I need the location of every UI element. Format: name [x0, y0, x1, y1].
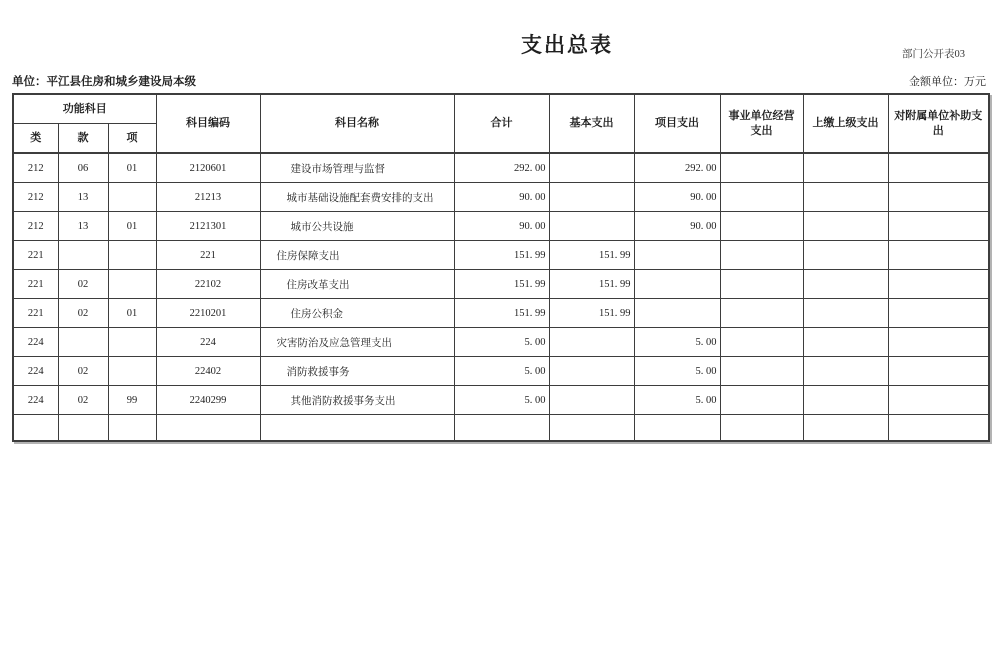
cell-project-expenditure: 90. 00	[634, 212, 720, 241]
header-subject-name: 科目名称	[260, 94, 454, 153]
cell-subject-code	[156, 415, 260, 442]
cell-category: 221	[13, 241, 58, 270]
cell-category: 224	[13, 386, 58, 415]
cell-total: 151. 99	[454, 270, 549, 299]
cell-item	[108, 357, 156, 386]
table-header	[13, 94, 989, 153]
cell-upper-level-payment	[803, 270, 888, 299]
table-row	[13, 299, 989, 328]
cell-section: 02	[58, 386, 108, 415]
cell-business-operation-expenditure	[720, 386, 803, 415]
cell-section: 13	[58, 183, 108, 212]
header-functional-subject: 功能科目	[13, 94, 156, 124]
table-body	[13, 153, 989, 441]
cell-category: 221	[13, 299, 58, 328]
cell-subject-name: 城市基础设施配套费安排的支出	[260, 183, 454, 212]
header-section: 款	[58, 124, 108, 154]
cell-affiliated-subsidy	[888, 241, 989, 270]
expenditure-table	[12, 93, 990, 442]
cell-business-operation-expenditure	[720, 153, 803, 183]
unit-label: 单位：平江县住房和城乡建设局本级	[12, 76, 196, 88]
cell-basic-expenditure: 151. 99	[549, 299, 634, 328]
table-row	[13, 241, 989, 270]
header-upper-level-payment: 上缴上级支出	[803, 94, 888, 153]
cell-category: 212	[13, 183, 58, 212]
cell-basic-expenditure: 151. 99	[549, 270, 634, 299]
table-row	[13, 386, 989, 415]
table-row	[13, 212, 989, 241]
cell-total: 292. 00	[454, 153, 549, 183]
cell-total	[454, 415, 549, 442]
header-business-operation-expenditure: 事业单位经营支出	[720, 94, 803, 153]
cell-subject-code: 21213	[156, 183, 260, 212]
cell-section: 02	[58, 357, 108, 386]
cell-project-expenditure: 5. 00	[634, 386, 720, 415]
cell-business-operation-expenditure	[720, 212, 803, 241]
cell-basic-expenditure	[549, 153, 634, 183]
cell-project-expenditure: 5. 00	[634, 357, 720, 386]
cell-project-expenditure	[634, 299, 720, 328]
cell-business-operation-expenditure	[720, 357, 803, 386]
cell-category: 212	[13, 212, 58, 241]
cell-total: 5. 00	[454, 328, 549, 357]
cell-upper-level-payment	[803, 299, 888, 328]
cell-item	[108, 241, 156, 270]
cell-section	[58, 415, 108, 442]
cell-category: 212	[13, 153, 58, 183]
cell-section: 06	[58, 153, 108, 183]
header-basic-expenditure: 基本支出	[549, 94, 634, 153]
cell-item	[108, 183, 156, 212]
cell-section: 13	[58, 212, 108, 241]
cell-upper-level-payment	[803, 328, 888, 357]
cell-project-expenditure	[634, 415, 720, 442]
table-row	[13, 183, 989, 212]
cell-subject-code: 2210201	[156, 299, 260, 328]
cell-category: 224	[13, 328, 58, 357]
cell-subject-code: 22402	[156, 357, 260, 386]
cell-upper-level-payment	[803, 241, 888, 270]
header-category: 类	[13, 124, 58, 154]
cell-business-operation-expenditure	[720, 328, 803, 357]
cell-section	[58, 241, 108, 270]
cell-item	[108, 328, 156, 357]
cell-subject-code: 224	[156, 328, 260, 357]
header-item: 项	[108, 124, 156, 154]
cell-item: 01	[108, 153, 156, 183]
cell-section: 02	[58, 299, 108, 328]
cell-business-operation-expenditure	[720, 270, 803, 299]
cell-subject-name: 城市公共设施	[260, 212, 454, 241]
cell-project-expenditure	[634, 270, 720, 299]
table-row	[13, 153, 989, 183]
cell-subject-name: 消防救援事务	[260, 357, 454, 386]
cell-section	[58, 328, 108, 357]
cell-basic-expenditure	[549, 357, 634, 386]
table-row	[13, 328, 989, 357]
cell-subject-code: 2240299	[156, 386, 260, 415]
cell-affiliated-subsidy	[888, 212, 989, 241]
cell-subject-name	[260, 415, 454, 442]
cell-total: 5. 00	[454, 386, 549, 415]
cell-subject-name: 住房保障支出	[260, 241, 454, 270]
table-row	[13, 270, 989, 299]
cell-upper-level-payment	[803, 386, 888, 415]
cell-affiliated-subsidy	[888, 183, 989, 212]
cell-project-expenditure: 292. 00	[634, 153, 720, 183]
cell-item	[108, 270, 156, 299]
cell-subject-code: 22102	[156, 270, 260, 299]
cell-subject-code: 2120601	[156, 153, 260, 183]
cell-project-expenditure	[634, 241, 720, 270]
cell-upper-level-payment	[803, 415, 888, 442]
cell-subject-name: 建设市场管理与监督	[260, 153, 454, 183]
cell-affiliated-subsidy	[888, 386, 989, 415]
table-row	[13, 415, 989, 442]
cell-affiliated-subsidy	[888, 299, 989, 328]
cell-subject-code: 221	[156, 241, 260, 270]
cell-project-expenditure: 90. 00	[634, 183, 720, 212]
cell-basic-expenditure	[549, 183, 634, 212]
cell-item: 01	[108, 299, 156, 328]
cell-business-operation-expenditure	[720, 183, 803, 212]
cell-total: 90. 00	[454, 183, 549, 212]
cell-affiliated-subsidy	[888, 357, 989, 386]
cell-affiliated-subsidy	[888, 415, 989, 442]
cell-business-operation-expenditure	[720, 241, 803, 270]
cell-category: 221	[13, 270, 58, 299]
cell-basic-expenditure: 151. 99	[549, 241, 634, 270]
cell-item	[108, 415, 156, 442]
cell-basic-expenditure	[549, 386, 634, 415]
cell-subject-name: 灾害防治及应急管理支出	[260, 328, 454, 357]
cell-total: 151. 99	[454, 299, 549, 328]
header-total: 合计	[454, 94, 549, 153]
cell-affiliated-subsidy	[888, 328, 989, 357]
cell-subject-name: 其他消防救援事务支出	[260, 386, 454, 415]
cell-basic-expenditure	[549, 212, 634, 241]
cell-category: 224	[13, 357, 58, 386]
cell-upper-level-payment	[803, 183, 888, 212]
cell-project-expenditure: 5. 00	[634, 328, 720, 357]
cell-upper-level-payment	[803, 212, 888, 241]
cell-business-operation-expenditure	[720, 415, 803, 442]
header-project-expenditure: 项目支出	[634, 94, 720, 153]
cell-total: 90. 00	[454, 212, 549, 241]
cell-item: 99	[108, 386, 156, 415]
table-row	[13, 357, 989, 386]
cell-subject-name: 住房公积金	[260, 299, 454, 328]
cell-basic-expenditure	[549, 328, 634, 357]
cell-affiliated-subsidy	[888, 270, 989, 299]
page-title: 支出总表	[521, 34, 613, 57]
cell-total: 5. 00	[454, 357, 549, 386]
cell-affiliated-subsidy	[888, 153, 989, 183]
cell-section: 02	[58, 270, 108, 299]
cell-subject-code: 2121301	[156, 212, 260, 241]
header-subject-code: 科目编码	[156, 94, 260, 153]
cell-upper-level-payment	[803, 357, 888, 386]
cell-basic-expenditure	[549, 415, 634, 442]
cell-total: 151. 99	[454, 241, 549, 270]
cell-business-operation-expenditure	[720, 299, 803, 328]
header-affiliated-subsidy: 对附属单位补助支出	[888, 94, 989, 153]
cell-item: 01	[108, 212, 156, 241]
cell-subject-name: 住房改革支出	[260, 270, 454, 299]
amount-unit-label: 金额单位：万元	[909, 76, 986, 88]
meta-row	[12, 73, 988, 89]
cell-category	[13, 415, 58, 442]
corner-note: 部门公开表03	[902, 49, 965, 60]
cell-upper-level-payment	[803, 153, 888, 183]
